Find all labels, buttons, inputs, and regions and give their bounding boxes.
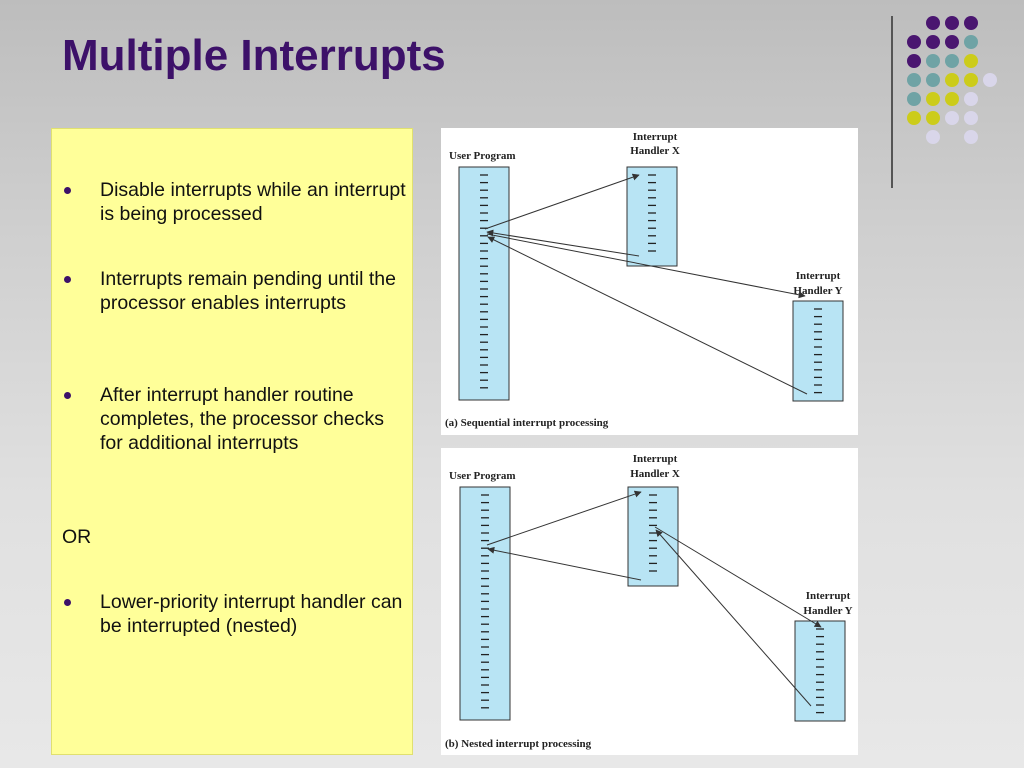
decorative-dot (945, 54, 959, 68)
decorative-dot (945, 92, 959, 106)
handler-x-label-line2: Handler X (630, 468, 680, 480)
decorative-dot (964, 130, 978, 144)
decorative-dot (926, 54, 940, 68)
user-program-label: User Program (449, 150, 516, 162)
decorative-dot (964, 35, 978, 49)
bullet-item: Interrupts remain pending until the processor enables interrupts (100, 267, 410, 315)
decorative-dot (926, 73, 940, 87)
arrow-return-from-x (487, 232, 639, 256)
arrow-return-from-y (656, 530, 811, 706)
diagram-nested (441, 448, 858, 755)
decorative-dot (907, 92, 921, 106)
bullet-icon (64, 276, 71, 283)
decorative-dot (964, 92, 978, 106)
slide-title: Multiple Interrupts (62, 31, 446, 80)
decorative-dot (926, 130, 940, 144)
handler-y-label-line1: Interrupt (795, 270, 841, 282)
decorative-dot (964, 16, 978, 30)
bullet-item: Disable interrupts while an interrupt is being processed (100, 178, 410, 226)
decorative-dot (926, 92, 940, 106)
decorative-dot (945, 111, 959, 125)
decorative-dot (983, 73, 997, 87)
bullet-icon (64, 599, 71, 606)
decorative-divider (891, 16, 893, 188)
decorative-dot (945, 35, 959, 49)
arrow-return-from-x (488, 549, 641, 580)
decorative-dot (926, 16, 940, 30)
decorative-dot (964, 73, 978, 87)
handler-x-label-line1: Interrupt (632, 453, 678, 465)
diagram-sequential-svg (441, 128, 858, 435)
decorative-dot (964, 111, 978, 125)
handler-x-label-line1: Interrupt (632, 131, 678, 143)
diagram-sequential (441, 128, 858, 435)
bullet-text-box (51, 128, 413, 755)
handler-y-label-line1: Interrupt (805, 590, 851, 602)
decorative-dot (945, 73, 959, 87)
caption-nested: (b) Nested interrupt processing (445, 738, 592, 750)
arrow-to-handler-y (655, 527, 821, 627)
or-label: OR (62, 526, 92, 548)
caption-sequential: (a) Sequential interrupt processing (445, 417, 609, 429)
decorative-dot-grid (905, 12, 1015, 172)
bullet-item: Lower-priority interrupt handler can be interrupted (nested) (100, 590, 410, 638)
bullet-item: After interrupt handler routine completes, the processor checks for additional interrupts (100, 383, 410, 455)
decorative-dot (945, 16, 959, 30)
decorative-dot (964, 54, 978, 68)
decorative-dot (907, 35, 921, 49)
decorative-dot (926, 35, 940, 49)
diagram-nested-svg (441, 448, 858, 755)
user-program-label: User Program (449, 470, 516, 482)
decorative-dot (907, 54, 921, 68)
bullet-icon (64, 392, 71, 399)
decorative-dot (907, 73, 921, 87)
bullet-icon (64, 187, 71, 194)
handler-y-label-line2: Handler Y (803, 605, 853, 617)
handler-y-label-line2: Handler Y (793, 285, 843, 297)
decorative-dot (907, 111, 921, 125)
decorative-dot (926, 111, 940, 125)
handler-x-label-line2: Handler X (630, 145, 680, 157)
